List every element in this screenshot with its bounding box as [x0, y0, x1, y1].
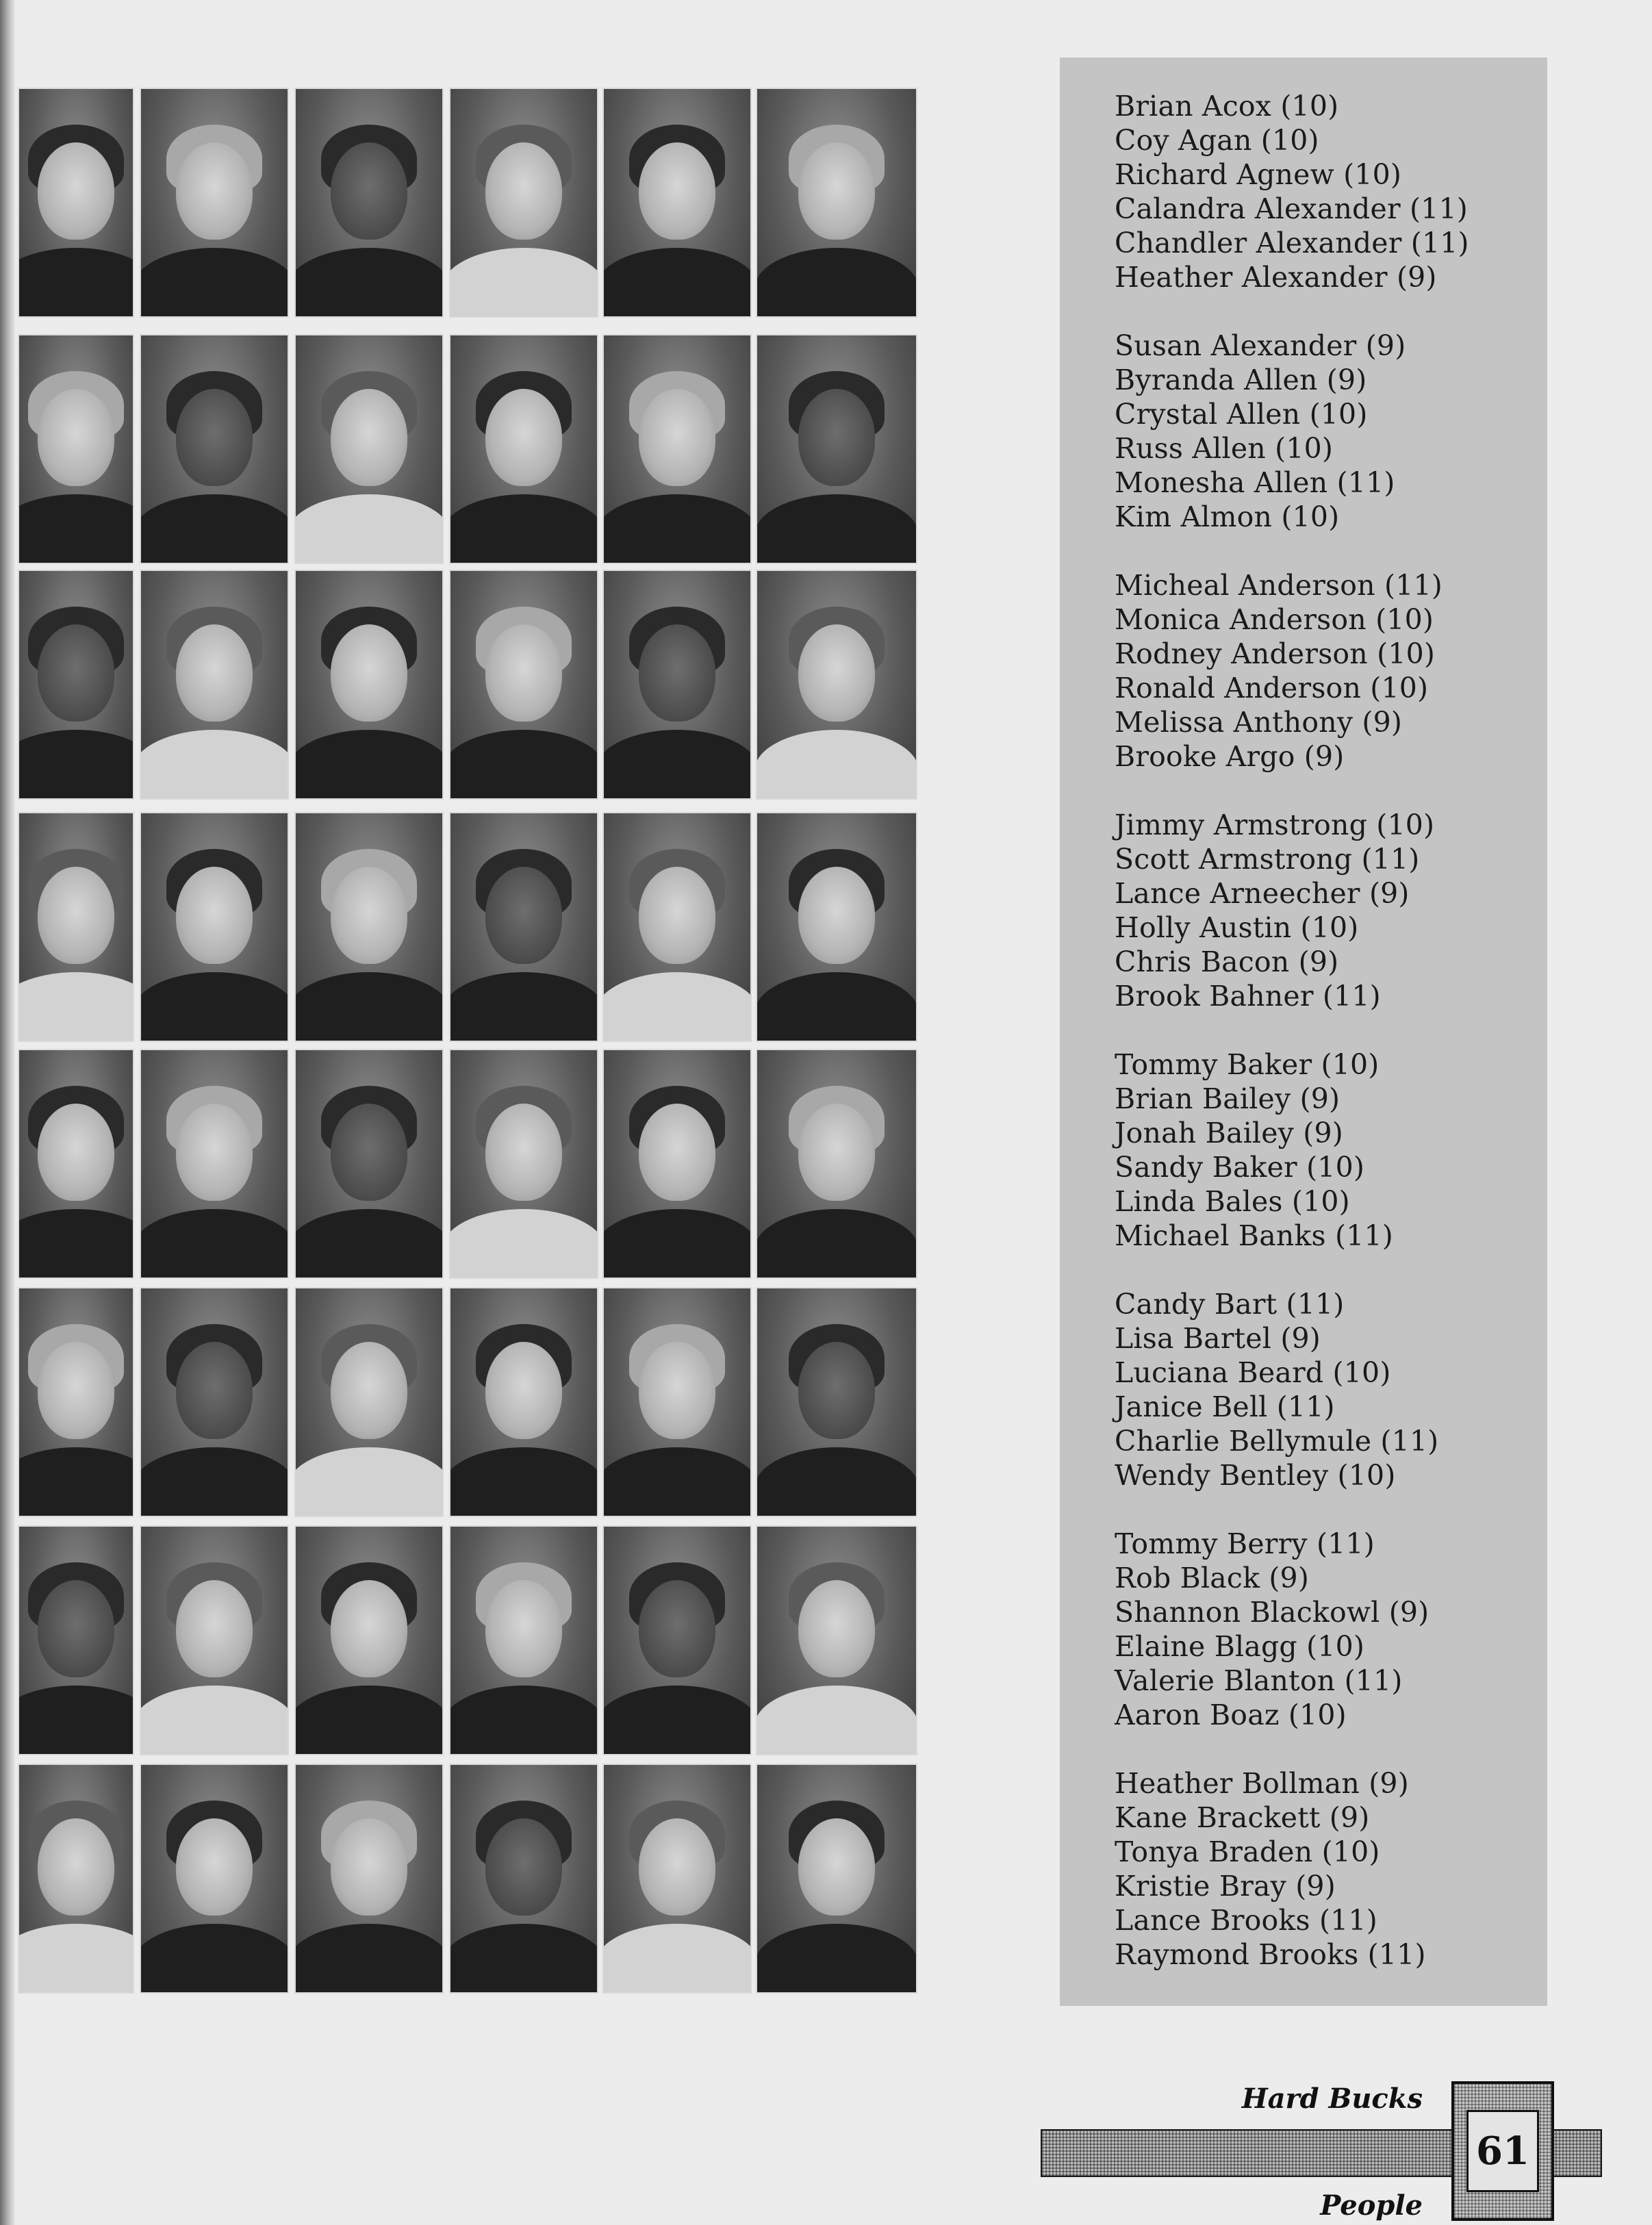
- student-name: Aaron Boaz (10): [1115, 1699, 1347, 1731]
- portrait-shoulders: [756, 730, 917, 800]
- portrait-face: [38, 867, 114, 964]
- student-portrait: [294, 1049, 444, 1279]
- student-portrait: [294, 812, 444, 1042]
- portrait-face: [331, 389, 407, 486]
- portrait-shoulders: [602, 972, 752, 1042]
- portrait-face: [176, 624, 253, 722]
- student-name: Holly Austin (10): [1115, 911, 1359, 944]
- student-name: Heather Alexander (9): [1115, 261, 1437, 294]
- student-portrait: [18, 812, 134, 1042]
- portrait-shoulders: [18, 730, 134, 800]
- portrait-shoulders: [140, 1447, 289, 1517]
- portrait-shoulders: [140, 1924, 289, 1994]
- portrait-face: [639, 142, 715, 240]
- portrait-face: [38, 142, 114, 240]
- student-name: Monesha Allen (11): [1115, 466, 1395, 499]
- student-name: Candy Bart (11): [1115, 1288, 1345, 1321]
- student-portrait: [294, 88, 444, 318]
- student-name: Sandy Baker (10): [1115, 1151, 1365, 1184]
- student-portrait: [294, 1287, 444, 1517]
- student-portrait: [602, 1049, 752, 1279]
- portrait-face: [176, 1818, 253, 1916]
- student-name: Elaine Blagg (10): [1115, 1630, 1365, 1663]
- student-name: Charlie Bellymule (11): [1115, 1425, 1439, 1458]
- portrait-face: [331, 1104, 407, 1201]
- student-portrait: [140, 1764, 289, 1994]
- portrait-face: [485, 142, 562, 240]
- student-portrait: [18, 88, 134, 318]
- portrait-shoulders: [294, 494, 444, 564]
- student-name: Tommy Baker (10): [1115, 1048, 1380, 1081]
- student-name: Coy Agan (10): [1115, 124, 1319, 157]
- student-portrait: [756, 334, 917, 564]
- portrait-face: [331, 1818, 407, 1916]
- footer-section-title: Hard Bucks: [1241, 2083, 1423, 2115]
- names-list: [1115, 89, 1469, 2006]
- portrait-shoulders: [294, 1447, 444, 1517]
- student-name: Chris Bacon (9): [1115, 945, 1339, 978]
- portrait-shoulders: [18, 1447, 134, 1517]
- student-portrait: [449, 1287, 598, 1517]
- student-portrait: [18, 1049, 134, 1279]
- portrait-shoulders: [294, 730, 444, 800]
- portrait-face: [639, 1104, 715, 1201]
- portrait-face: [176, 1342, 253, 1439]
- student-portrait: [756, 1525, 917, 1755]
- portrait-face: [176, 1104, 253, 1201]
- student-name: Michael Banks (11): [1115, 1219, 1393, 1252]
- student-name: Tommy Berry (11): [1115, 1527, 1375, 1560]
- student-name: Scott Armstrong (11): [1115, 843, 1420, 876]
- portrait-face: [485, 867, 562, 964]
- student-portrait: [602, 570, 752, 800]
- student-portrait: [140, 88, 289, 318]
- student-portrait: [602, 334, 752, 564]
- name-group: [1115, 1287, 1469, 1492]
- student-name: Janice Bell (11): [1115, 1390, 1335, 1423]
- portrait-face: [639, 1818, 715, 1916]
- portrait-face: [485, 624, 562, 722]
- portrait-shoulders: [18, 1924, 134, 1994]
- student-portrait: [140, 1525, 289, 1755]
- portrait-face: [38, 1580, 114, 1677]
- student-portrait: [140, 812, 289, 1042]
- portrait-face: [331, 624, 407, 722]
- student-portrait: [294, 1525, 444, 1755]
- portrait-shoulders: [140, 1686, 289, 1755]
- student-name: Lisa Bartel (9): [1115, 1322, 1321, 1355]
- student-portrait: [756, 1287, 917, 1517]
- portrait-face: [176, 867, 253, 964]
- portrait-face: [798, 142, 875, 240]
- portrait-face: [176, 142, 253, 240]
- portrait-face: [331, 1342, 407, 1439]
- portrait-shoulders: [449, 248, 598, 318]
- portrait-shoulders: [18, 972, 134, 1042]
- student-name: Kim Almon (10): [1115, 500, 1340, 533]
- portrait-shoulders: [449, 494, 598, 564]
- portrait-face: [798, 1342, 875, 1439]
- student-name: Susan Alexander (9): [1115, 329, 1406, 362]
- portrait-face: [485, 1104, 562, 1201]
- portrait-shoulders: [18, 1209, 134, 1279]
- student-name: Brook Bahner (11): [1115, 980, 1381, 1013]
- portrait-shoulders: [18, 494, 134, 564]
- portrait-shoulders: [140, 248, 289, 318]
- name-group: [1115, 1766, 1469, 1972]
- portrait-face: [38, 1342, 114, 1439]
- portrait-face: [639, 389, 715, 486]
- student-portrait: [18, 334, 134, 564]
- student-portrait: [294, 570, 444, 800]
- portrait-shoulders: [756, 494, 917, 564]
- student-portrait: [18, 1525, 134, 1755]
- student-portrait: [756, 812, 917, 1042]
- student-name: Tonya Braden (10): [1115, 1835, 1380, 1868]
- portrait-face: [798, 1580, 875, 1677]
- portrait-face: [331, 1580, 407, 1677]
- portrait-face: [38, 1104, 114, 1201]
- student-name: Kane Brackett (9): [1115, 1801, 1370, 1834]
- portrait-shoulders: [18, 248, 134, 318]
- portrait-face: [798, 1104, 875, 1201]
- student-name: Raymond Brooks (11): [1115, 1938, 1426, 1971]
- portrait-face: [798, 389, 875, 486]
- name-group: [1115, 1047, 1469, 1253]
- portrait-shoulders: [294, 1209, 444, 1279]
- portrait-shoulders: [602, 1209, 752, 1279]
- student-name: Shannon Blackowl (9): [1115, 1596, 1429, 1629]
- student-portrait: [449, 88, 598, 318]
- student-portrait: [449, 1049, 598, 1279]
- footer-category-label: People: [1320, 2189, 1423, 2222]
- portrait-shoulders: [449, 1686, 598, 1755]
- portrait-face: [38, 624, 114, 722]
- portrait-grid: [18, 88, 1004, 2007]
- portrait-face: [798, 867, 875, 964]
- portrait-shoulders: [756, 1447, 917, 1517]
- portrait-shoulders: [602, 730, 752, 800]
- portrait-shoulders: [140, 494, 289, 564]
- portrait-face: [485, 389, 562, 486]
- student-portrait: [756, 1764, 917, 1994]
- student-name: Jonah Bailey (9): [1115, 1117, 1343, 1149]
- portrait-face: [485, 1818, 562, 1916]
- student-portrait: [756, 570, 917, 800]
- name-group: [1115, 1527, 1469, 1732]
- portrait-shoulders: [449, 972, 598, 1042]
- portrait-face: [38, 1818, 114, 1916]
- student-name: Heather Bollman (9): [1115, 1767, 1409, 1800]
- student-name: Micheal Anderson (11): [1115, 569, 1443, 602]
- portrait-face: [38, 389, 114, 486]
- student-name: Melissa Anthony (9): [1115, 706, 1403, 739]
- portrait-shoulders: [140, 1209, 289, 1279]
- portrait-shoulders: [602, 494, 752, 564]
- binding-shadow: [0, 0, 15, 2225]
- student-name: Chandler Alexander (11): [1115, 227, 1469, 259]
- portrait-shoulders: [294, 1686, 444, 1755]
- student-name: Richard Agnew (10): [1115, 158, 1402, 191]
- student-portrait: [602, 812, 752, 1042]
- portrait-face: [798, 1818, 875, 1916]
- student-name: Jimmy Armstrong (10): [1115, 809, 1435, 841]
- portrait-face: [331, 142, 407, 240]
- student-name: Linda Bales (10): [1115, 1185, 1350, 1218]
- student-name: Valerie Blanton (11): [1115, 1664, 1403, 1697]
- portrait-shoulders: [294, 248, 444, 318]
- student-name: Lance Brooks (11): [1115, 1904, 1377, 1937]
- student-portrait: [140, 1049, 289, 1279]
- student-name: Byranda Allen (9): [1115, 364, 1367, 396]
- student-portrait: [756, 88, 917, 318]
- student-portrait: [294, 334, 444, 564]
- names-panel: [1060, 58, 1547, 2006]
- student-portrait: [294, 1764, 444, 1994]
- student-portrait: [449, 1525, 598, 1755]
- student-name: Brian Bailey (9): [1115, 1082, 1340, 1115]
- portrait-shoulders: [756, 1924, 917, 1994]
- portrait-shoulders: [294, 1924, 444, 1994]
- student-name: Russ Allen (10): [1115, 432, 1334, 465]
- student-name: Calandra Alexander (11): [1115, 192, 1468, 225]
- student-portrait: [449, 570, 598, 800]
- portrait-shoulders: [756, 248, 917, 318]
- portrait-face: [176, 1580, 253, 1677]
- portrait-face: [639, 867, 715, 964]
- student-name: Crystal Allen (10): [1115, 398, 1368, 431]
- student-portrait: [18, 1764, 134, 1994]
- student-name: Rob Black (9): [1115, 1562, 1310, 1594]
- portrait-shoulders: [756, 1209, 917, 1279]
- portrait-shoulders: [18, 1686, 134, 1755]
- page-footer: [1041, 2074, 1602, 2225]
- portrait-shoulders: [602, 248, 752, 318]
- portrait-shoulders: [140, 730, 289, 800]
- student-name: Brooke Argo (9): [1115, 740, 1345, 773]
- student-name: Wendy Bentley (10): [1115, 1459, 1396, 1492]
- page-number-box: [1451, 2081, 1554, 2221]
- student-portrait: [602, 1764, 752, 1994]
- name-group: [1115, 329, 1469, 534]
- portrait-face: [485, 1342, 562, 1439]
- portrait-shoulders: [449, 1209, 598, 1279]
- portrait-shoulders: [756, 1686, 917, 1755]
- name-group: [1115, 568, 1469, 774]
- student-portrait: [449, 812, 598, 1042]
- portrait-face: [639, 624, 715, 722]
- portrait-shoulders: [449, 1924, 598, 1994]
- student-name: Monica Anderson (10): [1115, 603, 1434, 636]
- portrait-shoulders: [602, 1924, 752, 1994]
- student-portrait: [18, 1287, 134, 1517]
- student-name: Lance Arneecher (9): [1115, 877, 1410, 910]
- student-name: Kristie Bray (9): [1115, 1870, 1336, 1903]
- student-name: Rodney Anderson (10): [1115, 637, 1436, 670]
- student-portrait: [18, 570, 134, 800]
- portrait-face: [176, 389, 253, 486]
- student-portrait: [140, 1287, 289, 1517]
- student-portrait: [140, 570, 289, 800]
- page-number: 61: [1466, 2110, 1539, 2192]
- portrait-shoulders: [602, 1447, 752, 1517]
- portrait-face: [639, 1580, 715, 1677]
- portrait-shoulders: [449, 1447, 598, 1517]
- student-portrait: [449, 1764, 598, 1994]
- name-group: [1115, 808, 1469, 1013]
- student-portrait: [602, 1287, 752, 1517]
- student-portrait: [756, 1049, 917, 1279]
- student-name: Ronald Anderson (10): [1115, 672, 1429, 704]
- student-name: Brian Acox (10): [1115, 90, 1339, 123]
- portrait-shoulders: [449, 730, 598, 800]
- portrait-shoulders: [294, 972, 444, 1042]
- student-portrait: [602, 1525, 752, 1755]
- portrait-shoulders: [756, 972, 917, 1042]
- student-portrait: [449, 334, 598, 564]
- student-name: Luciana Beard (10): [1115, 1356, 1391, 1389]
- portrait-face: [485, 1580, 562, 1677]
- portrait-face: [798, 624, 875, 722]
- portrait-face: [639, 1342, 715, 1439]
- portrait-face: [331, 867, 407, 964]
- portrait-shoulders: [140, 972, 289, 1042]
- name-group: [1115, 89, 1469, 294]
- student-portrait: [140, 334, 289, 564]
- portrait-shoulders: [602, 1686, 752, 1755]
- student-portrait: [602, 88, 752, 318]
